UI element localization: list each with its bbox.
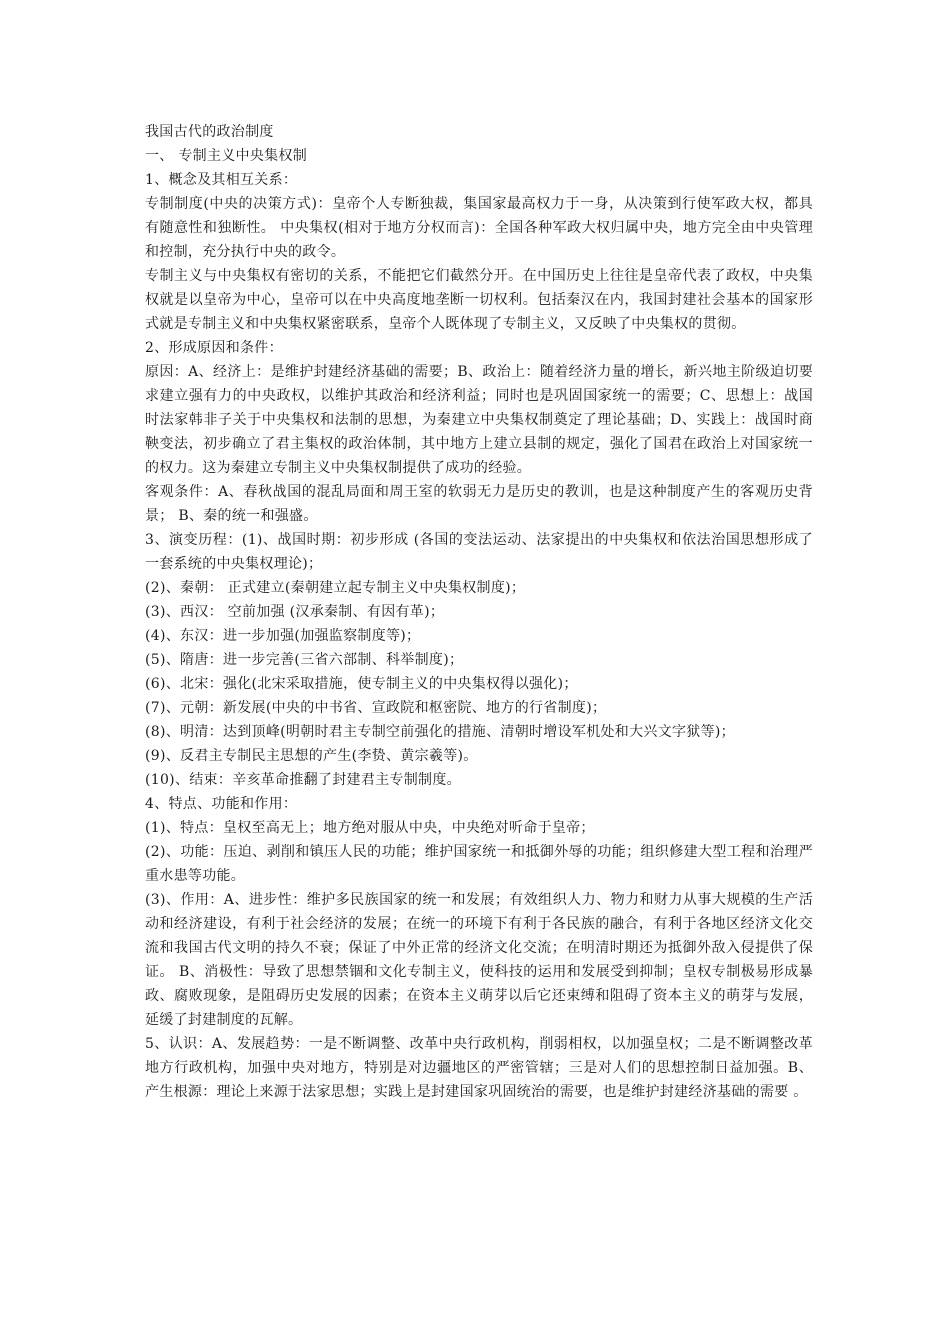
subsection-heading: 4、特点、功能和作用： bbox=[145, 796, 298, 812]
body-paragraph: 客观条件：A、春秋战国的混乱局面和周王室的软弱无力是历史的教训，也是这种制度产生的客观历史背景； B、秦的统一和强盛。 bbox=[145, 484, 813, 524]
list-item: (3)、西汉： 空前加强 (汉承秦制、有因有革)； bbox=[145, 604, 445, 620]
body-paragraph: 原因：A、经济上：是维护封建经济基础的需要；B、政治上：随着经济力量的增长，新兴地主阶级迫切要求建立强有力的中央政权，以维护其政治和经济利益；同时也是巩固国家统一的需要；C、思想上：战国时法家韩非子关于中央集权和法制的思想，为秦建立中央集权制奠定了理论基础；D、实践上：战国时商鞅变法，初步确立了君主集权的政治体制，其中地方上建立县制的规定，强化了国君在政治上对国家统一的权力。这为秦建立专制主义中央集权制提供了成功的经验。 bbox=[145, 364, 813, 476]
subsection-heading: 2、形成原因和条件： bbox=[145, 340, 283, 356]
list-item: (3)、作用：A、进步性：维护多民族国家的统一和发展；有效组织人力、物力和财力从事大规模的生产活动和经济建设，有利于社会经济的发展；在统一的环境下有利于各民族的融合，有利于各地区经济文化交流和我国古代文明的持久不衰；保证了中外正常的经济文化交流；在明清时期还为抵御外敌入侵提供了保证。 B、消极性：导致了思想禁锢和文化专制主义，使科技的运用和发展受到抑制；皇权专制极易形成暴政、腐败现象，是阻碍历史发展的因素；在资本主义萌芽以后它还束缚和阻碍了资本主义的萌芽与发展， 延缓了封建制度的瓦解。 bbox=[145, 892, 813, 1028]
list-item: (8)、明清：达到顶峰(明朝时君主专制空前强化的措施、清朝时增设军机处和大兴文字狱等)； bbox=[145, 724, 735, 740]
body-paragraph: 3、演变历程：(1)、战国时期：初步形成 (各国的变法运动、法家提出的中央集权和依法治国思想形成了一套系统的中央集权理论)； bbox=[145, 532, 813, 572]
body-paragraph: 专制制度(中央的决策方式)：皇帝个人专断独裁，集国家最高权力于一身，从决策到行使军政大权，都具有随意性和独断性。 中央集权(相对于地方分权而言)：全国各种军政大权归属中央，地方完全由中央管理和控制，充分执行中央的政令。 bbox=[145, 196, 813, 260]
list-item: (7)、元朝：新发展(中央的中书省、宣政院和枢密院、地方的行省制度)； bbox=[145, 700, 607, 716]
list-item: (2)、功能：压迫、剥削和镇压人民的功能；维护国家统一和抵御外辱的功能；组织修建大型工程和治理严重水患等功能。 bbox=[145, 844, 813, 884]
list-item: (1)、特点：皇权至高无上；地方绝对服从中央，中央绝对听命于皇帝； bbox=[145, 820, 595, 836]
list-item: (5)、隋唐：进一步完善(三省六部制、科举制度)； bbox=[145, 652, 464, 668]
list-item: (6)、北宋：强化(北宋采取措施，使专制主义的中央集权得以强化)； bbox=[145, 676, 578, 692]
list-item: (2)、秦朝： 正式建立(秦朝建立起专制主义中央集权制度)； bbox=[145, 580, 526, 596]
subsection-heading: 1、概念及其相互关系： bbox=[145, 172, 298, 188]
section-heading: 一、 专制主义中央集权制 bbox=[145, 148, 308, 164]
list-item: (9)、反君主专制民主思想的产生(李贽、黄宗羲等)。 bbox=[145, 748, 478, 764]
body-paragraph: 5、认识：A、发展趋势：一是不断调整、改革中央行政机构，削弱相权，以加强皇权；二是不断调整改革地方行政机构，加强中央对地方，特别是对边疆地区的严密管辖；三是对人们的思想控制日益加强。B、产生根源：理论上来源于法家思想；实践上是封建国家巩固统治的需要，也是维护封建经济基础的需要 。 bbox=[145, 1036, 813, 1100]
list-item: (10)、结束：辛亥革命推翻了封建君主专制制度。 bbox=[145, 772, 461, 788]
body-paragraph: 专制主义与中央集权有密切的关系，不能把它们截然分开。在中国历史上往往是皇帝代表了政权，中央集权就是以皇帝为中心，皇帝可以在中央高度地垄断一切权利。包括秦汉在内，我国封建社会基本的国家形式就是专制主义和中央集权紧密联系，皇帝个人既体现了专制主义，又反映了中央集权的贯彻。 bbox=[145, 268, 813, 332]
document-body bbox=[145, 120, 813, 1104]
list-item: (4)、东汉：进一步加强(加强监察制度等)； bbox=[145, 628, 421, 644]
document-title: 我国古代的政治制度 bbox=[145, 124, 274, 140]
